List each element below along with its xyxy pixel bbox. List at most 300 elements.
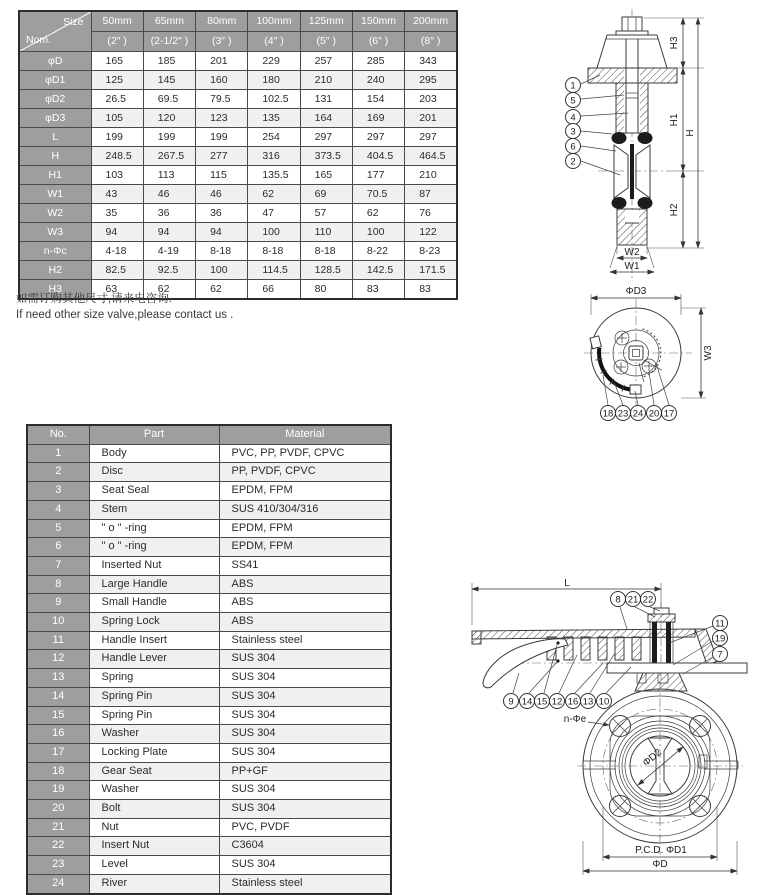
dim-row-label: L [19,128,91,147]
dim-value-cell: 92.5 [143,261,195,280]
part-no-cell: 3 [27,482,89,501]
callout-20 [647,406,662,421]
callout-4 [566,110,581,125]
parts-table-row [27,444,391,463]
dim-value-cell: 4-18 [91,242,143,261]
dim-value-cell: 82.5 [91,261,143,280]
dim-value-cell: 277 [196,147,248,166]
dimension-table [18,10,458,300]
dim-row-label: H [19,147,91,166]
dim-col-inch: (8″ ) [405,32,457,52]
part-no-cell: 22 [27,837,89,856]
part-material-cell: EPDM, FPM [219,482,391,501]
dim-value-cell: 120 [143,109,195,128]
dim-row-label: H3 [19,280,91,300]
part-no-cell: 7 [27,556,89,575]
dim-value-cell: 35 [91,204,143,223]
dim-value-cell: 404.5 [352,147,404,166]
dim-value-cell: 257 [300,52,352,71]
dim-value-cell: 62 [143,280,195,300]
dim-label-h3: H3 [669,36,680,50]
part-material-cell: SUS 304 [219,856,391,875]
callout-2 [566,154,581,169]
callout-14 [520,694,535,709]
dim-value-cell: 8-23 [405,242,457,261]
dim-row-label: φD2 [19,90,91,109]
dim-table-row [19,242,457,261]
dim-value-cell: 62 [248,185,300,204]
parts-table-row [27,743,391,762]
dim-value-cell: 8-18 [300,242,352,261]
insert-nut [654,608,669,614]
dim-value-cell: 180 [248,71,300,90]
dim-value-cell: 131 [300,90,352,109]
callout-24 [631,406,646,421]
dim-label-w3: W3 [703,345,714,361]
callout-16 [566,694,581,709]
callout-15 [535,694,550,709]
part-material-cell: C3604 [219,837,391,856]
dim-value-cell: 43 [91,185,143,204]
parts-table-row [27,538,391,557]
parts-table-row [27,650,391,669]
parts-table-row [27,556,391,575]
dim-value-cell: 297 [405,128,457,147]
part-no-cell: 11 [27,631,89,650]
part-material-cell: ABS [219,575,391,594]
parts-table-row [27,856,391,875]
part-no-cell: 1 [27,444,89,463]
dim-value-cell: 66 [248,280,300,300]
dim-value-cell: 115 [196,166,248,185]
dim-value-cell: 62 [352,204,404,223]
dim-value-cell: 201 [405,109,457,128]
dim-value-cell: 94 [91,223,143,242]
parts-table-row [27,613,391,632]
dim-value-cell: 254 [248,128,300,147]
svg-text:13: 13 [582,696,594,708]
dim-col-size: 80mm [196,11,248,32]
dim-col-inch: (2-1/2″ ) [143,32,195,52]
svg-text:18: 18 [602,408,614,420]
part-no-cell: 15 [27,706,89,725]
parts-table-body [27,444,391,893]
dim-row-label: n-Φc [19,242,91,261]
dim-value-cell: 135 [248,109,300,128]
dim-col-size: 65mm [143,11,195,32]
dim-table-row [19,147,457,166]
dim-col-inch: (5″ ) [300,32,352,52]
part-name-cell: Stem [89,500,219,519]
parts-table-row [27,874,391,893]
part-no-cell: 9 [27,594,89,613]
part-no-cell: 10 [27,613,89,632]
svg-text:4: 4 [570,112,576,124]
dim-value-cell: 171.5 [405,261,457,280]
callout-22 [641,592,656,607]
dim-value-cell: 145 [143,71,195,90]
parts-table-row [27,781,391,800]
part-name-cell: Gear Seat [89,762,219,781]
part-no-cell: 6 [27,538,89,557]
part-material-cell: Stainless steel [219,874,391,893]
corner-nom-label: Nom. [26,34,52,46]
dim-value-cell: 295 [405,71,457,90]
part-material-cell: PVC, PP, PVDF, CPVC [219,444,391,463]
dim-value-cell: 240 [352,71,404,90]
dim-value-cell: 177 [352,166,404,185]
callout-19 [713,631,728,646]
dim-value-cell: 464.5 [405,147,457,166]
order-note-en: If need other size valve,please contact us . [16,309,234,321]
callout-11 [713,616,728,631]
parts-table-row [27,594,391,613]
dim-value-cell: 70.5 [352,185,404,204]
dim-value-cell: 316 [248,147,300,166]
callout-17 [662,406,677,421]
dim-value-cell: 79.5 [196,90,248,109]
parts-table-head [27,425,391,444]
part-no-cell: 20 [27,800,89,819]
dim-value-cell: 142.5 [352,261,404,280]
dimension-table-body [19,52,457,300]
dim-table-corner [19,11,91,52]
part-name-cell: Disc [89,463,219,482]
part-material-cell: SS41 [219,556,391,575]
part-material-cell: SUS 304 [219,706,391,725]
dim-value-cell: 248.5 [91,147,143,166]
callout-8 [611,592,626,607]
dim-value-cell: 100 [248,223,300,242]
dim-label-w1: W1 [624,261,640,272]
dim-value-cell: 297 [352,128,404,147]
dim-row-label: W1 [19,185,91,204]
svg-text:19: 19 [714,633,726,645]
o-ring-lower [612,197,627,209]
part-no-cell: 12 [27,650,89,669]
part-material-cell: SUS 304 [219,800,391,819]
svg-text:9: 9 [508,696,514,708]
dim-value-cell: 110 [300,223,352,242]
part-no-cell: 4 [27,500,89,519]
dim-value-cell: 113 [143,166,195,185]
dim-row-label: φD [19,52,91,71]
dim-table-row [19,71,457,90]
parts-table-row [27,482,391,501]
svg-text:11: 11 [715,618,725,630]
dim-value-cell: 169 [352,109,404,128]
dim-value-cell: 297 [300,128,352,147]
dim-value-cell: 26.5 [91,90,143,109]
callout-1 [566,78,581,93]
dim-row-label: W3 [19,223,91,242]
dim-value-cell: 165 [91,52,143,71]
dim-value-cell: 114.5 [248,261,300,280]
svg-text:1: 1 [570,80,576,92]
dim-label-d3: ΦD3 [625,286,647,297]
callout-5 [566,93,581,108]
stem-rod [652,622,657,663]
part-material-cell: EPDM, FPM [219,538,391,557]
svg-text:23: 23 [617,408,629,420]
part-material-cell: PP, PVDF, CPVC [219,463,391,482]
assembly-drawing [455,575,769,892]
part-name-cell: Seat Seal [89,482,219,501]
svg-text:15: 15 [536,696,548,708]
dim-value-cell: 100 [196,261,248,280]
part-name-cell: Level [89,856,219,875]
part-name-cell: Small Handle [89,594,219,613]
dim-value-cell: 76 [405,204,457,223]
part-no-cell: 16 [27,725,89,744]
svg-text:5: 5 [570,95,576,107]
part-material-cell: SUS 304 [219,725,391,744]
dim-row-label: φD3 [19,109,91,128]
dim-value-cell: 83 [352,280,404,300]
part-name-cell: Washer [89,725,219,744]
dim-value-cell: 229 [248,52,300,71]
part-name-cell: Inserted Nut [89,556,219,575]
stem-section-drawing [540,5,769,285]
dim-col-inch: (3″ ) [196,32,248,52]
dim-table-row [19,223,457,242]
dim-value-cell: 210 [300,71,352,90]
stem-cap [597,35,667,68]
dim-table-row [19,185,457,204]
dim-row-label: H2 [19,261,91,280]
order-note [16,291,233,323]
part-name-cell: Large Handle [89,575,219,594]
parts-table [26,424,392,895]
parts-col-header: No. [27,425,89,444]
dim-value-cell: 154 [352,90,404,109]
dim-value-cell: 267.5 [143,147,195,166]
dim-value-cell: 87 [405,185,457,204]
dim-value-cell: 122 [405,223,457,242]
part-no-cell: 23 [27,856,89,875]
part-material-cell: SUS 304 [219,743,391,762]
part-material-cell: PVC, PVDF [219,818,391,837]
svg-text:22: 22 [642,594,654,606]
dim-value-cell: 373.5 [300,147,352,166]
part-material-cell: SUS 304 [219,650,391,669]
lock-tab-upper [590,336,601,349]
part-no-cell: 17 [27,743,89,762]
dim-value-cell: 8-18 [248,242,300,261]
stem-top [629,346,643,360]
dim-value-cell: 164 [300,109,352,128]
mounting-plate [607,663,747,673]
parts-table-row [27,725,391,744]
dim-col-inch: (2″ ) [91,32,143,52]
parts-table-row [27,500,391,519]
parts-table-row [27,762,391,781]
svg-text:10: 10 [598,696,610,708]
order-note-zh: 如需订购其他尺寸,请来电咨询. [16,293,172,305]
dimension-table-head [19,11,457,52]
part-material-cell: SUS 304 [219,687,391,706]
dim-label-l: L [564,578,570,589]
dim-label-h2: H2 [669,203,680,217]
part-no-cell: 2 [27,463,89,482]
svg-text:16: 16 [567,696,579,708]
top-view-drawing [570,285,769,430]
svg-text:12: 12 [551,696,563,708]
dim-label-h1: H1 [669,113,680,127]
dim-value-cell: 199 [196,128,248,147]
dim-value-cell: 160 [196,71,248,90]
dim-value-cell: 83 [405,280,457,300]
dim-value-cell: 135.5 [248,166,300,185]
dim-value-cell: 102.5 [248,90,300,109]
callout-21 [626,592,641,607]
part-material-cell: SUS 304 [219,669,391,688]
part-name-cell: Spring [89,669,219,688]
part-name-cell: Insert Nut [89,837,219,856]
dim-table-row [19,204,457,223]
callout-9 [504,694,519,709]
dim-table-row [19,109,457,128]
svg-text:20: 20 [648,408,660,420]
parts-table-row [27,818,391,837]
part-name-cell: Nut [89,818,219,837]
dim-value-cell: 36 [196,204,248,223]
dim-row-label: φD1 [19,71,91,90]
dim-row-label: W2 [19,204,91,223]
parts-col-header: Part [89,425,219,444]
dim-value-cell: 185 [143,52,195,71]
dim-label-h: H [685,129,696,137]
dim-value-cell: 46 [143,185,195,204]
svg-text:24: 24 [632,408,644,420]
dim-value-cell: 210 [405,166,457,185]
dim-value-cell: 46 [196,185,248,204]
callout-10 [597,694,612,709]
part-no-cell: 18 [27,762,89,781]
part-name-cell: Body [89,444,219,463]
part-material-cell: EPDM, FPM [219,519,391,538]
part-no-cell: 21 [27,818,89,837]
callout-3 [566,124,581,139]
part-material-cell: SUS 410/304/316 [219,500,391,519]
dim-value-cell: 69.5 [143,90,195,109]
svg-text:6: 6 [570,141,576,153]
dim-label-d: ΦD [652,859,668,870]
callout-18 [601,406,616,421]
dim-value-cell: 8-18 [196,242,248,261]
corner-size-label: Size [63,16,84,28]
callout-13 [581,694,596,709]
dim-value-cell: 285 [352,52,404,71]
parts-table-row [27,631,391,650]
parts-table-row [27,800,391,819]
dim-table-row [19,128,457,147]
svg-text:14: 14 [521,696,533,708]
dim-table-row [19,166,457,185]
parts-col-header: Material [219,425,391,444]
dim-table-row [19,90,457,109]
parts-table-row [27,463,391,482]
disc-section [614,145,628,198]
dim-value-cell: 199 [91,128,143,147]
part-material-cell: Stainless steel [219,631,391,650]
dim-value-cell: 343 [405,52,457,71]
svg-text:3: 3 [570,126,576,138]
callout-23 [616,406,631,421]
dim-label-ne: n-Φe [563,714,587,725]
dim-value-cell: 128.5 [300,261,352,280]
dim-value-cell: 57 [300,204,352,223]
part-name-cell: Handle Insert [89,631,219,650]
dim-value-cell: 62 [196,280,248,300]
callout-7 [713,647,728,662]
dim-row-label: H1 [19,166,91,185]
dim-label-pcd: P.C.D. ΦD1 [635,845,687,856]
dim-value-cell: 103 [91,166,143,185]
dim-value-cell: 94 [196,223,248,242]
part-name-cell: Spring Lock [89,613,219,632]
dim-col-size: 125mm [300,11,352,32]
dim-col-size: 50mm [91,11,143,32]
part-name-cell: Washer [89,781,219,800]
svg-text:7: 7 [717,649,723,661]
dim-col-size: 100mm [248,11,300,32]
part-name-cell: River [89,874,219,893]
part-material-cell: PP+GF [219,762,391,781]
part-name-cell: " o " -ring [89,519,219,538]
dim-value-cell: 63 [91,280,143,300]
part-no-cell: 24 [27,874,89,893]
dim-value-cell: 69 [300,185,352,204]
dim-value-cell: 165 [300,166,352,185]
callout-12 [550,694,565,709]
dim-value-cell: 94 [143,223,195,242]
parts-table-row [27,706,391,725]
parts-table-row [27,669,391,688]
dim-value-cell: 4-19 [143,242,195,261]
part-name-cell: " o " -ring [89,538,219,557]
svg-text:17: 17 [663,408,675,420]
part-name-cell: Spring Pin [89,687,219,706]
stem-bolt [622,17,642,31]
parts-table-row [27,837,391,856]
svg-text:21: 21 [627,594,639,606]
part-material-cell: SUS 304 [219,781,391,800]
part-name-cell: Spring Pin [89,706,219,725]
part-material-cell: ABS [219,613,391,632]
dim-label-w2: W2 [624,247,640,258]
dim-value-cell: 8-22 [352,242,404,261]
o-ring-upper [612,132,627,144]
dim-col-inch: (6″ ) [352,32,404,52]
part-name-cell: Locking Plate [89,743,219,762]
dim-value-cell: 105 [91,109,143,128]
svg-text:2: 2 [570,156,576,168]
callout-6 [566,139,581,154]
part-name-cell: Handle Lever [89,650,219,669]
dim-value-cell: 36 [143,204,195,223]
part-material-cell: ABS [219,594,391,613]
dim-label-d2: ΦD2 [640,747,664,769]
dim-value-cell: 123 [196,109,248,128]
dim-col-size: 200mm [405,11,457,32]
parts-table-row [27,575,391,594]
dim-value-cell: 80 [300,280,352,300]
valve-neck [635,673,687,691]
dim-value-cell: 125 [91,71,143,90]
dim-col-size: 150mm [352,11,404,32]
dim-value-cell: 199 [143,128,195,147]
